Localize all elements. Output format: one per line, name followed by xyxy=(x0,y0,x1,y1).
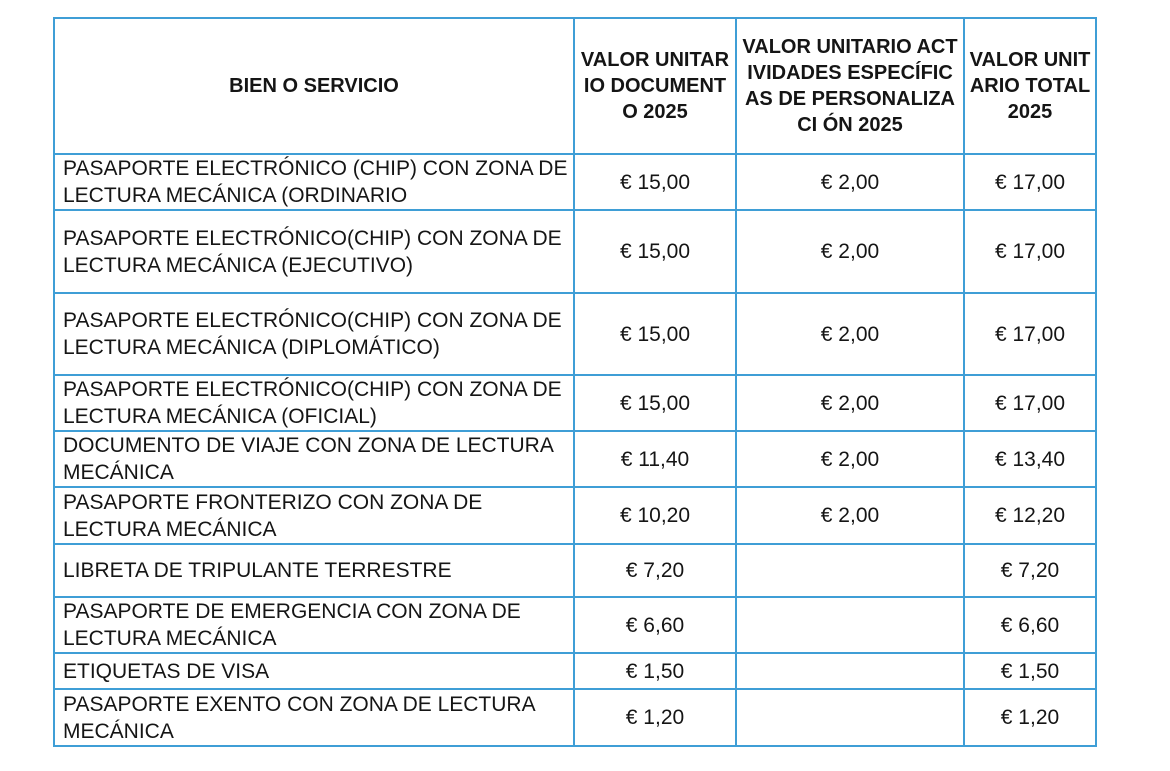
table-row xyxy=(54,689,1096,746)
price-table xyxy=(53,17,1097,747)
total-value: € 17,00 xyxy=(964,293,1096,375)
document-value: € 10,20 xyxy=(574,487,736,544)
item-description: ETIQUETAS DE VISA xyxy=(54,653,574,689)
item-description: PASAPORTE EXENTO CON ZONA DE LECTURA MECÁNICA xyxy=(54,689,574,746)
table-row xyxy=(54,375,1096,431)
total-value: € 1,50 xyxy=(964,653,1096,689)
personalization-value: € 2,00 xyxy=(736,210,964,293)
header-description: BIEN O SERVICIO xyxy=(54,18,574,154)
total-value: € 17,00 xyxy=(964,154,1096,210)
personalization-value: € 2,00 xyxy=(736,293,964,375)
header-personalization-value: VALOR UNITARIO ACTIVIDADES ESPECÍFICAS DE PERSONALIZACI ÓN 2025 xyxy=(736,18,964,154)
total-value: € 13,40 xyxy=(964,431,1096,487)
personalization-value xyxy=(736,597,964,653)
document-value: € 15,00 xyxy=(574,293,736,375)
header-document-value: VALOR UNITARIO DOCUMENT O 2025 xyxy=(574,18,736,154)
table-row xyxy=(54,597,1096,653)
personalization-value: € 2,00 xyxy=(736,431,964,487)
table-row xyxy=(54,431,1096,487)
personalization-value xyxy=(736,689,964,746)
table-row xyxy=(54,653,1096,689)
item-description: PASAPORTE ELECTRÓNICO(CHIP) CON ZONA DE LECTURA MECÁNICA (DIPLOMÁTICO) xyxy=(54,293,574,375)
table-row xyxy=(54,210,1096,293)
personalization-value: € 2,00 xyxy=(736,154,964,210)
item-description: DOCUMENTO DE VIAJE CON ZONA DE LECTURA MECÁNICA xyxy=(54,431,574,487)
item-description: PASAPORTE FRONTERIZO CON ZONA DE LECTURA MECÁNICA xyxy=(54,487,574,544)
item-description: PASAPORTE ELECTRÓNICO (CHIP) CON ZONA DE LECTURA MECÁNICA (ORDINARIO xyxy=(54,154,574,210)
table-row xyxy=(54,293,1096,375)
header-total-value: VALOR UNITARIO TOTAL 2025 xyxy=(964,18,1096,154)
document-value: € 15,00 xyxy=(574,375,736,431)
personalization-value: € 2,00 xyxy=(736,487,964,544)
document-value: € 1,50 xyxy=(574,653,736,689)
table-row xyxy=(54,544,1096,597)
table-row xyxy=(54,487,1096,544)
item-description: PASAPORTE ELECTRÓNICO(CHIP) CON ZONA DE LECTURA MECÁNICA (EJECUTIVO) xyxy=(54,210,574,293)
item-description: PASAPORTE DE EMERGENCIA CON ZONA DE LECTURA MECÁNICA xyxy=(54,597,574,653)
table-header-row xyxy=(54,18,1096,154)
document-value: € 1,20 xyxy=(574,689,736,746)
table-row xyxy=(54,154,1096,210)
item-description: LIBRETA DE TRIPULANTE TERRESTRE xyxy=(54,544,574,597)
document-value: € 15,00 xyxy=(574,210,736,293)
document-value: € 6,60 xyxy=(574,597,736,653)
personalization-value xyxy=(736,653,964,689)
document-value: € 15,00 xyxy=(574,154,736,210)
total-value: € 6,60 xyxy=(964,597,1096,653)
personalization-value: € 2,00 xyxy=(736,375,964,431)
total-value: € 17,00 xyxy=(964,210,1096,293)
personalization-value xyxy=(736,544,964,597)
total-value: € 12,20 xyxy=(964,487,1096,544)
document-value: € 11,40 xyxy=(574,431,736,487)
document-value: € 7,20 xyxy=(574,544,736,597)
total-value: € 17,00 xyxy=(964,375,1096,431)
total-value: € 1,20 xyxy=(964,689,1096,746)
item-description: PASAPORTE ELECTRÓNICO(CHIP) CON ZONA DE LECTURA MECÁNICA (OFICIAL) xyxy=(54,375,574,431)
total-value: € 7,20 xyxy=(964,544,1096,597)
